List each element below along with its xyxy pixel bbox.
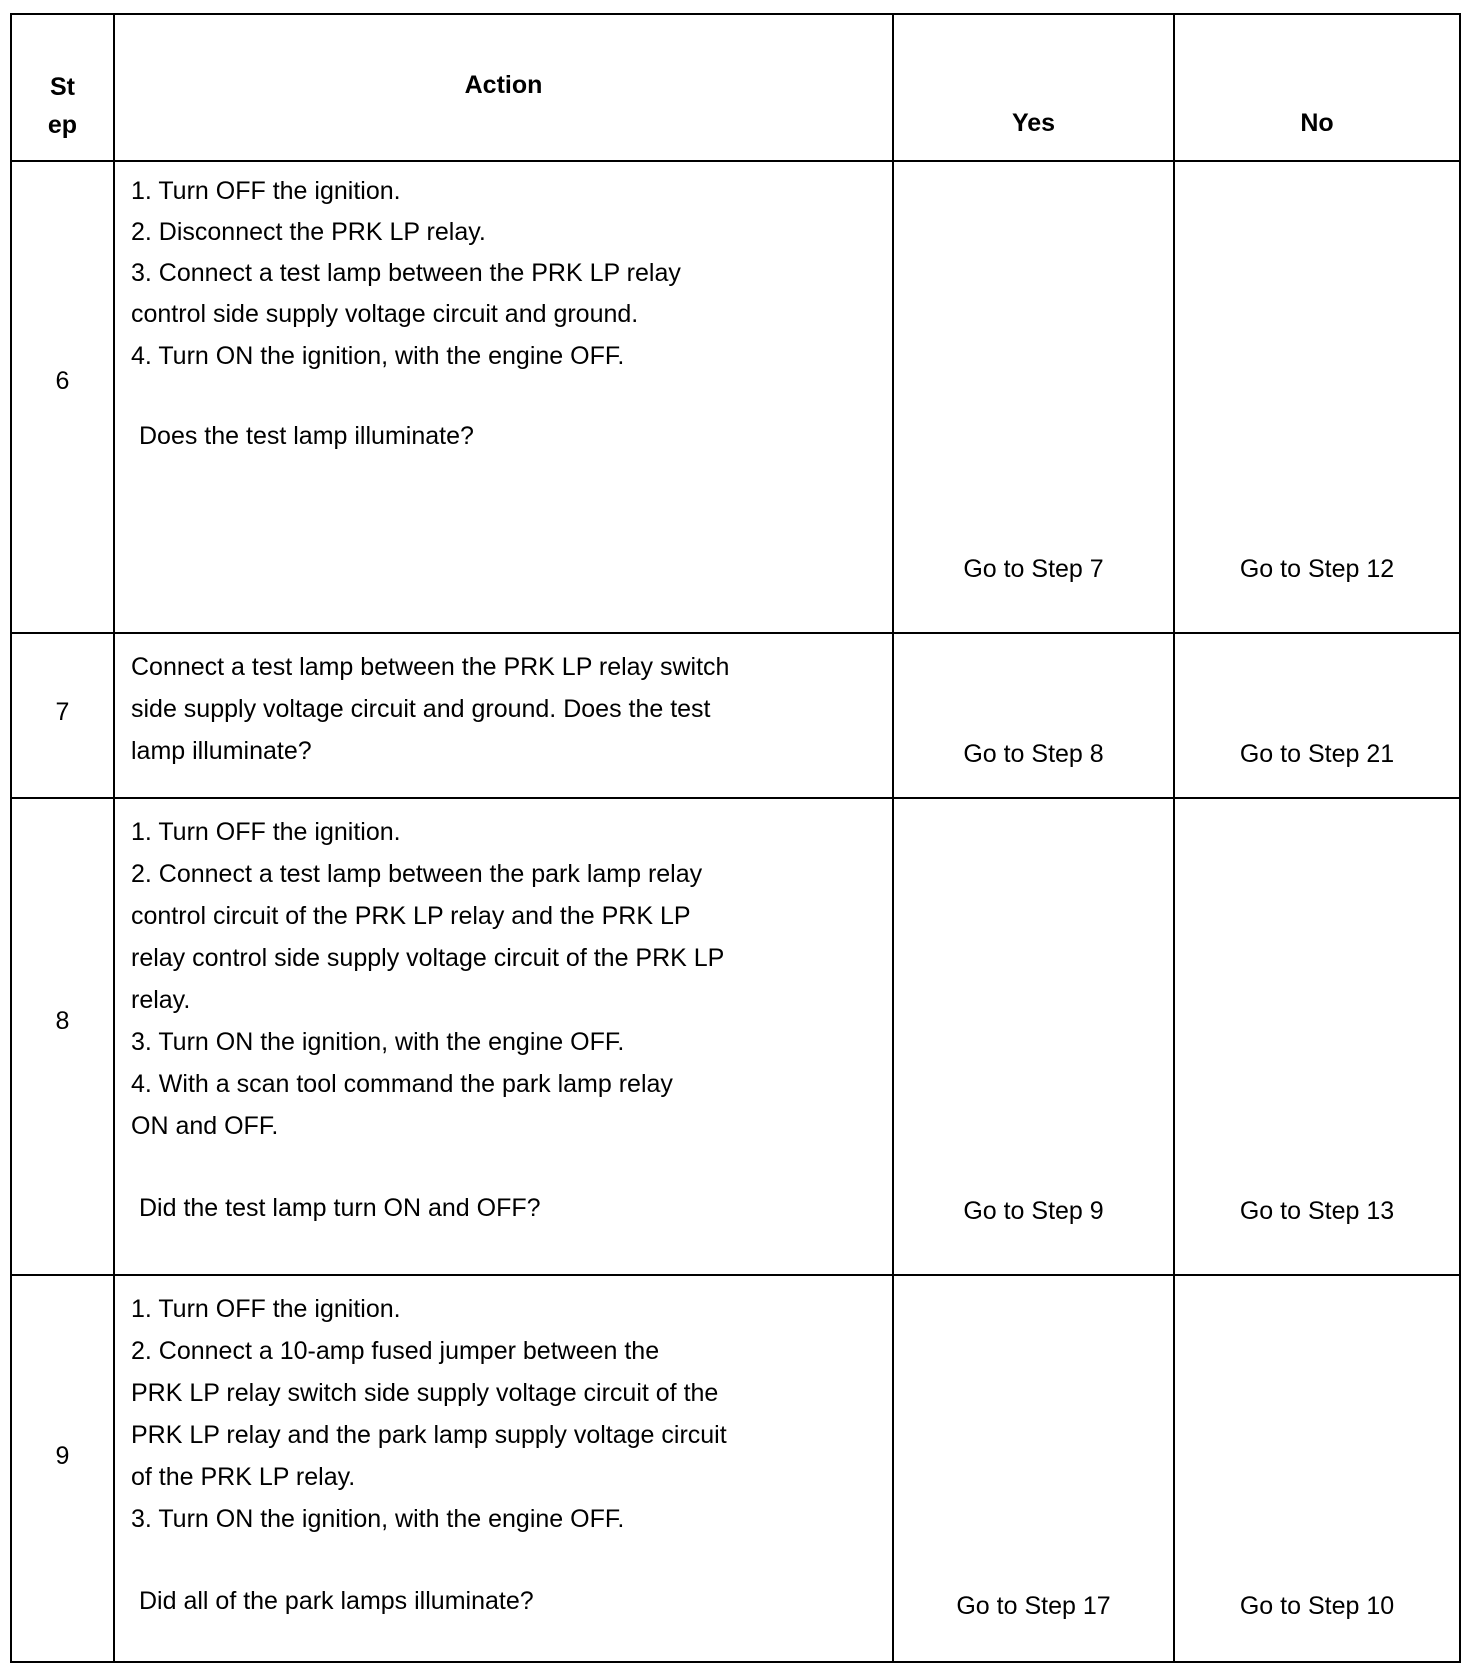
action-line: of the PRK LP relay. (131, 1463, 356, 1491)
action-line: 1. Turn OFF the ignition. (131, 1295, 401, 1323)
action-cell (114, 161, 893, 633)
action-line: side supply voltage circuit and ground. Does the test (131, 695, 711, 723)
action-line: 1. Turn OFF the ignition. (131, 818, 401, 846)
header-step-line2: ep (47, 111, 78, 139)
action-question: Does the test lamp illuminate? (139, 422, 474, 450)
action-cell (114, 1275, 893, 1662)
action-line: Connect a test lamp between the PRK LP relay switch (131, 653, 730, 681)
no-result: Go to Step 13 (1239, 1197, 1395, 1225)
no-cell (1174, 1275, 1460, 1662)
step-cell: 8 (11, 798, 114, 1275)
action-line: PRK LP relay switch side supply voltage circuit of the (131, 1379, 719, 1407)
yes-result: Go to Step 9 (963, 1197, 1104, 1225)
action-line: 3. Turn ON the ignition, with the engine OFF. (131, 1028, 625, 1056)
action-line: 4. With a scan tool command the park lamp relay (131, 1070, 673, 1098)
action-line: 2. Disconnect the PRK LP relay. (131, 218, 486, 246)
yes-cell (893, 633, 1174, 798)
diagnostic-table (10, 13, 1461, 1663)
no-cell (1174, 161, 1460, 633)
no-result: Go to Step 10 (1239, 1592, 1395, 1620)
action-line: PRK LP relay and the park lamp supply voltage circuit (131, 1421, 727, 1449)
yes-cell (893, 1275, 1174, 1662)
no-result: Go to Step 21 (1239, 740, 1395, 768)
action-line: 3. Connect a test lamp between the PRK LP relay (131, 259, 681, 287)
no-cell (1174, 798, 1460, 1275)
action-line: 1. Turn OFF the ignition. (131, 177, 401, 205)
action-cell (114, 633, 893, 798)
step-cell: 9 (11, 1275, 114, 1662)
action-line: 2. Connect a 10-amp fused jumper between the (131, 1337, 660, 1365)
action-question: Did all of the park lamps illuminate? (139, 1587, 534, 1615)
header-action: Action (114, 14, 893, 161)
step-cell: 6 (11, 161, 114, 633)
action-line: ON and OFF. (131, 1112, 279, 1140)
table-row (11, 1275, 1460, 1662)
action-line: relay. (131, 986, 191, 1014)
action-cell (114, 798, 893, 1275)
yes-result: Go to Step 8 (963, 740, 1104, 768)
action-line: control circuit of the PRK LP relay and the PRK LP (131, 902, 691, 930)
table-row (11, 161, 1460, 633)
no-result: Go to Step 12 (1239, 555, 1395, 583)
yes-cell (893, 798, 1174, 1275)
header-step (11, 14, 114, 161)
action-line: 2. Connect a test lamp between the park lamp relay (131, 860, 703, 888)
action-question: Did the test lamp turn ON and OFF? (139, 1194, 541, 1222)
yes-result: Go to Step 7 (963, 555, 1104, 583)
action-line: relay control side supply voltage circuit of the PRK LP (131, 944, 725, 972)
yes-result: Go to Step 17 (956, 1592, 1111, 1620)
header-no: No (1174, 14, 1460, 161)
header-yes: Yes (893, 14, 1174, 161)
action-line: 4. Turn ON the ignition, with the engine OFF. (131, 342, 625, 370)
yes-cell (893, 161, 1174, 633)
table-row (11, 798, 1460, 1275)
header-step-line1: St (50, 73, 75, 101)
action-line: lamp illuminate? (131, 737, 312, 765)
table-row (11, 633, 1460, 798)
no-cell (1174, 633, 1460, 798)
header-row (11, 14, 1460, 161)
action-line: 3. Turn ON the ignition, with the engine OFF. (131, 1505, 625, 1533)
action-line: control side supply voltage circuit and ground. (131, 300, 639, 328)
step-cell: 7 (11, 633, 114, 798)
